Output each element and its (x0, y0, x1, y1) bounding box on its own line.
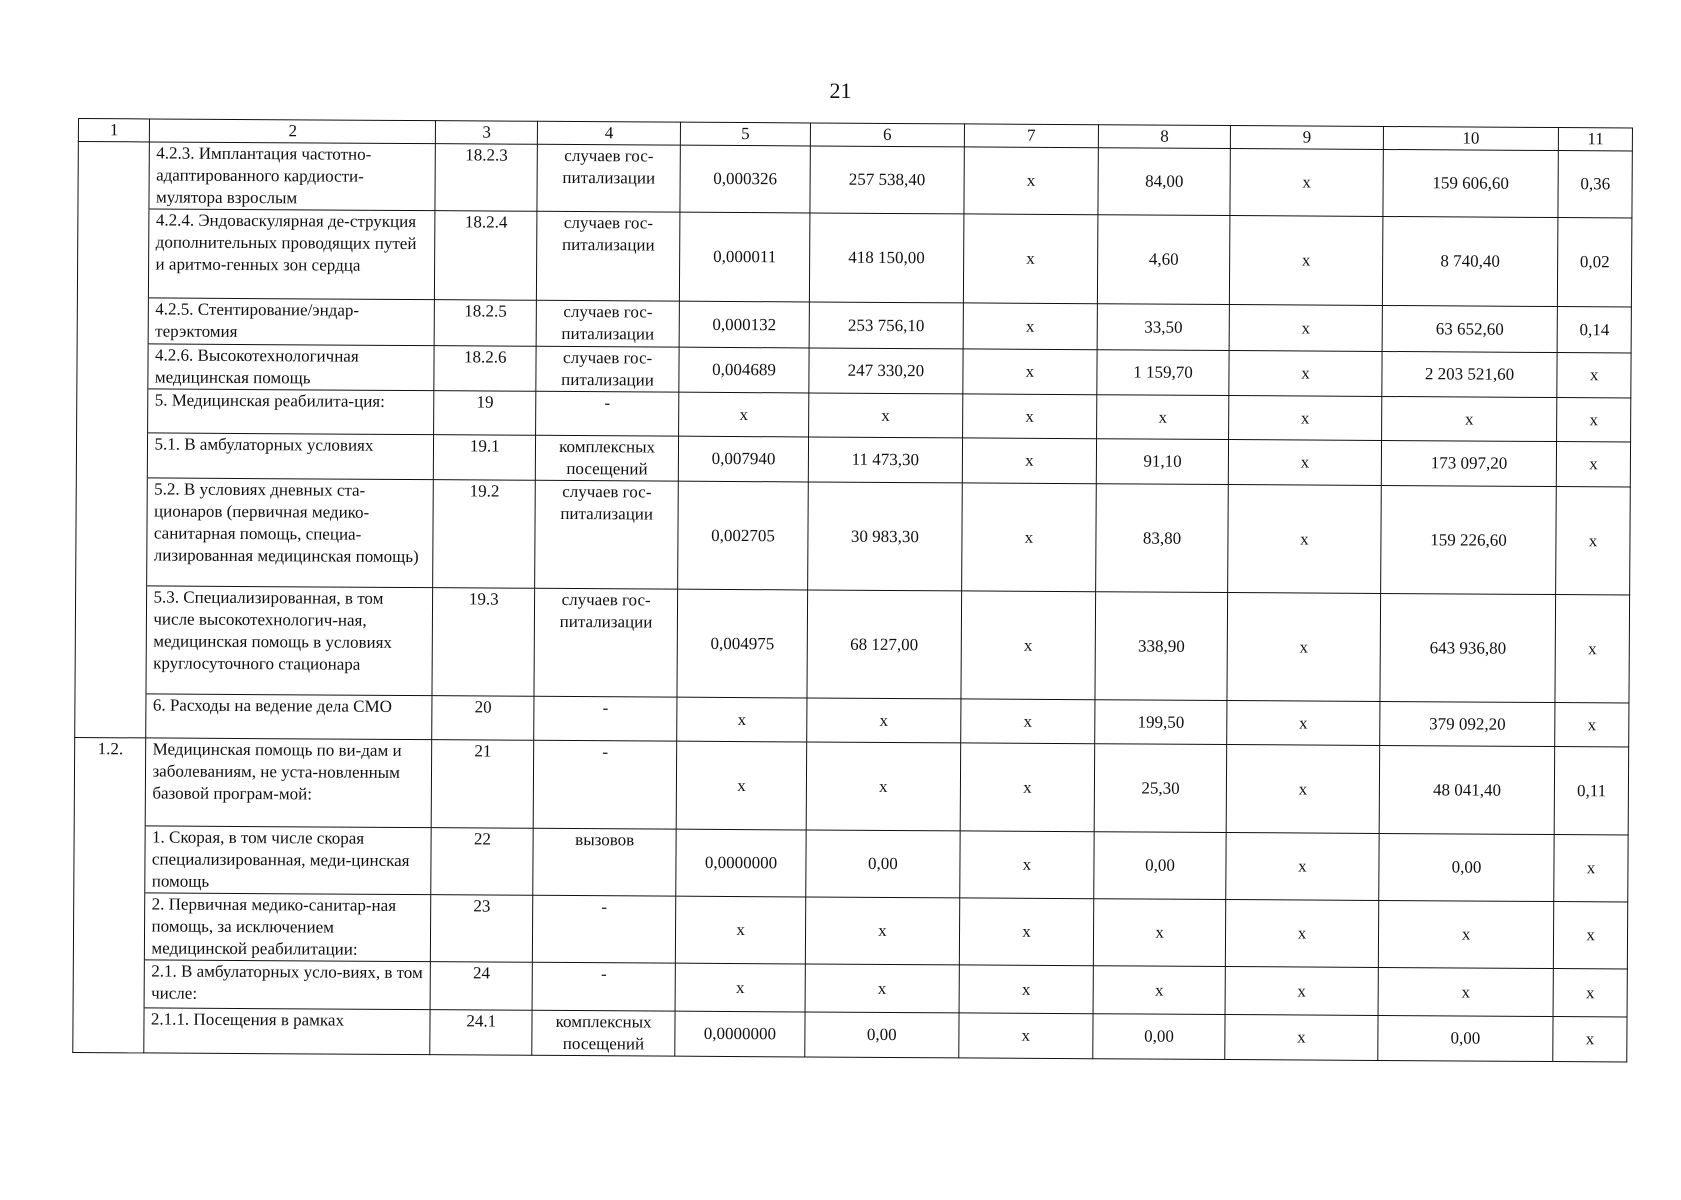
table-cell-col2: 5.2. В условиях дневных ста-ционаров (первичная медико-санитарная помощь, специа-лизированная медицинская помощь) (147, 478, 434, 588)
table-cell-col6: 68 127,00 (807, 590, 961, 699)
table-cell-col9: х (1227, 701, 1380, 746)
table-cell-col4: - (532, 895, 675, 963)
table-cell-col7: х (964, 147, 1099, 215)
table-cell-col7: х (959, 1013, 1094, 1059)
table-cell-col1 (75, 585, 147, 693)
table-cell-col10: 173 097,20 (1381, 440, 1557, 486)
table-cell-col3: 22 (431, 828, 533, 896)
table-cell-col5: 0,000011 (679, 212, 809, 302)
table-cell-col1 (77, 388, 149, 432)
table-cell-col9: х (1230, 149, 1383, 217)
table-cell-col5: 0,007940 (678, 436, 808, 482)
table-cell-col2: 4.2.6. Высокотехнологичная медицинская помощь (148, 344, 434, 391)
table-cell-col11: х (1555, 703, 1629, 747)
table-cell-col5: 0,0000000 (675, 1011, 805, 1057)
table-cell-col2: Медицинская помощь по ви-дам и заболеваниям, не уста-новленным базовой програм-мой: (146, 738, 432, 828)
table-cell-col10: 48 041,40 (1379, 745, 1555, 834)
table-cell-col11: х (1557, 398, 1631, 442)
table-cell-col8: 25,30 (1094, 744, 1227, 833)
table-cell-col2: 4.2.5. Стентирование/эндар-терэктомия (149, 298, 435, 346)
table-row (77, 209, 1632, 307)
table-cell-col5: 0,000132 (679, 301, 809, 348)
table-cell-col8: 0,00 (1094, 832, 1227, 900)
table-cell-col4: комплексных посещений (535, 435, 678, 481)
table-cell-col1 (73, 959, 145, 1007)
table-cell-col9: х (1229, 351, 1382, 397)
table-cell-col3: 19.1 (434, 435, 536, 481)
table-cell-col2: 5.1. В амбулаторных условиях (148, 433, 434, 480)
table-cell-col4: вызовов (533, 828, 676, 896)
table-cell-col9: х (1225, 1015, 1378, 1061)
table-cell-col1 (74, 825, 146, 892)
table-cell-col11: 0,11 (1554, 747, 1628, 835)
table-cell-col6: х (809, 393, 963, 438)
table-cell-col11: х (1553, 1017, 1627, 1062)
table-cell-col5: 0,002705 (678, 481, 809, 590)
table-cell-col5: 0,004975 (677, 589, 808, 698)
table-cell-col9: х (1228, 440, 1381, 486)
table-cell-col6: 257 538,40 (810, 146, 964, 214)
table-cell-col8: х (1093, 899, 1226, 967)
table-cell-col1: 1.2. (74, 737, 146, 825)
page-number: 21 (829, 78, 852, 103)
table-cell-col9: х (1229, 396, 1382, 441)
table-cell-col4: комплексных посещений (532, 1010, 675, 1056)
table-cell-col11: х (1557, 353, 1631, 398)
header-cell: 9 (1231, 126, 1384, 150)
table-cell-col5: х (679, 392, 809, 437)
table-cell-col4: - (536, 391, 679, 436)
header-cell: 1 (78, 119, 150, 142)
table-cell-col11: х (1555, 595, 1629, 703)
table-cell-col5: 0,004689 (679, 347, 809, 393)
table-cell-col3: 19 (434, 391, 536, 436)
table-cell-col2: 1. Скорая, в том числе скорая специализированная, меди-цинская помощь (145, 826, 431, 895)
table-row (74, 737, 1629, 834)
table-cell-col7: х (959, 965, 1094, 1014)
table-cell-col8: 4,60 (1097, 215, 1230, 305)
header-cell: 2 (150, 119, 436, 144)
header-cell: 8 (1098, 125, 1230, 149)
table-cell-col11: х (1553, 969, 1627, 1017)
table-cell-col11: 0,02 (1558, 218, 1632, 307)
table-cell-col2: 4.2.3. Имплантация частотно-адаптированного кардиости-мулятора взрослым (149, 142, 435, 211)
table-cell-col3: 19.2 (433, 480, 535, 589)
table-cell-col7: х (960, 831, 1095, 899)
table-cell-col10: 379 092,20 (1380, 701, 1556, 746)
header-cell: 5 (680, 122, 810, 146)
table-cell-col3: 21 (432, 740, 534, 829)
data-table (72, 118, 1633, 1062)
table-cell-col10: 2 203 521,60 (1382, 351, 1558, 397)
table-cell-col9: х (1226, 900, 1379, 968)
table-cell-col6: 247 330,20 (809, 348, 963, 394)
table-cell-col11: х (1554, 835, 1628, 902)
table-row (76, 477, 1631, 594)
table-cell-col9: х (1226, 833, 1379, 901)
table-cell-col11: 0,14 (1557, 307, 1631, 353)
table-cell-col7: х (960, 699, 1095, 744)
table-cell-col6: х (805, 964, 959, 1013)
table-cell-col5: х (675, 896, 805, 964)
table-cell-col8: 84,00 (1098, 148, 1231, 216)
table-cell-col11: х (1554, 902, 1628, 969)
table-cell-col1 (77, 343, 149, 388)
table-row (73, 892, 1627, 968)
table-cell-col6: 0,00 (806, 830, 960, 898)
table-cell-col7: х (960, 743, 1095, 832)
table-cell-col11: 0,36 (1558, 151, 1632, 218)
table-cell-col6: х (805, 897, 959, 965)
table-cell-col4: случаев гос-питализации (537, 211, 680, 301)
table-row (73, 1007, 1627, 1061)
table-cell-col1 (77, 209, 149, 298)
table-cell-col7: х (963, 303, 1098, 350)
table-cell-col3: 24 (430, 962, 532, 1011)
table-cell-col4: случаев гос-питализации (536, 346, 679, 392)
table-cell-col9: х (1226, 745, 1379, 834)
table-cell-col10: 159 226,60 (1380, 485, 1556, 594)
table-cell-col6: 0,00 (805, 1012, 959, 1058)
table-cell-col5: 0,0000000 (676, 829, 806, 897)
table-cell-col9: х (1230, 216, 1383, 306)
table-body (73, 119, 1633, 1062)
table-cell-col8: 83,80 (1096, 484, 1229, 593)
table-cell-col8: х (1097, 395, 1229, 440)
table-cell-col4: - (534, 696, 677, 741)
table-cell-col6: 11 473,30 (808, 437, 962, 483)
table-cell-col1 (78, 142, 150, 209)
table-cell-col6: х (806, 742, 960, 831)
table-cell-col10: 0,00 (1379, 833, 1555, 901)
table-cell-col8: 91,10 (1096, 439, 1228, 485)
table-cell-col8: 1 159,70 (1097, 350, 1229, 396)
table-cell-col9: х (1227, 593, 1380, 702)
table-cell-col2: 5.3. Специализированная, в том числе высокотехнологич-ная, медицинская помощь в условиях круглосуточного стационара (146, 586, 433, 696)
table-container (72, 118, 1633, 1062)
table-cell-col5: 0,000326 (680, 145, 810, 213)
table-row (74, 825, 1628, 901)
table-cell-col3: 23 (431, 895, 533, 963)
table-cell-col7: х (959, 898, 1094, 966)
table-cell-col9: х (1228, 485, 1381, 594)
header-cell: 6 (810, 123, 964, 147)
table-cell-col8: 33,50 (1097, 304, 1229, 351)
header-cell: 3 (436, 121, 538, 145)
table-cell-col7: х (961, 591, 1096, 700)
table-cell-col10: 0,00 (1378, 1015, 1554, 1061)
table-row (78, 142, 1632, 218)
table-cell-col3: 19.3 (432, 588, 534, 697)
table-cell-col4: случаев гос-питализации (537, 144, 680, 212)
table-cell-col1 (76, 477, 148, 585)
table-cell-col4: случаев гос-питализации (534, 588, 678, 697)
table-row (75, 585, 1630, 702)
table-cell-col1 (73, 1007, 145, 1052)
table-cell-col3: 18.2.4 (435, 211, 537, 301)
table-cell-col3: 18.2.3 (435, 144, 537, 212)
table-cell-col4: случаев гос-питализации (535, 480, 679, 589)
table-cell-col10: 159 606,60 (1383, 149, 1559, 217)
table-cell-col11: х (1556, 487, 1630, 595)
table-cell-col1 (76, 432, 148, 477)
table-cell-col10: х (1378, 967, 1554, 1016)
table-cell-col1 (77, 297, 149, 343)
table-cell-col3: 20 (432, 696, 534, 741)
table-cell-col3: 24.1 (430, 1010, 532, 1056)
table-cell-col6: 418 150,00 (809, 213, 963, 303)
table-cell-col2: 2.1. В амбулаторных усло-виях, в том числе: (145, 960, 431, 1010)
table-cell-col4: - (532, 962, 675, 1011)
table-cell-col9: х (1225, 967, 1378, 1016)
table-cell-col1 (75, 693, 147, 737)
table-cell-col5: х (676, 741, 806, 830)
table-cell-col8: 0,00 (1093, 1014, 1225, 1060)
table-cell-col9: х (1229, 305, 1382, 352)
table-cell-col10: х (1381, 396, 1557, 441)
table-cell-col6: 253 756,10 (809, 302, 963, 349)
table-cell-col2: 6. Расходы на ведение дела СМО (146, 694, 432, 740)
table-cell-col4: случаев гос-питализации (536, 300, 679, 347)
header-cell: 4 (537, 121, 680, 145)
table-cell-col8: х (1093, 966, 1225, 1015)
table-cell-col1 (73, 892, 145, 959)
table-cell-col5: х (675, 963, 805, 1012)
table-cell-col5: х (677, 697, 807, 742)
table-cell-col7: х (962, 438, 1097, 484)
header-cell: 11 (1559, 128, 1633, 151)
table-cell-col2: 4.2.4. Эндоваскулярная де-струкция дополнительных проводящих путей и аритмо-генных зон сердца (149, 209, 435, 300)
table-cell-col7: х (963, 214, 1098, 304)
table-cell-col6: 30 983,30 (808, 482, 962, 591)
table-cell-col7: х (962, 394, 1097, 439)
table-cell-col2: 5. Медицинская реабилита-ция: (148, 389, 434, 435)
table-cell-col10: х (1378, 900, 1554, 968)
table-cell-col4: - (533, 740, 676, 829)
table-cell-col6: х (807, 698, 961, 743)
table-cell-col10: 63 652,60 (1382, 305, 1558, 352)
table-cell-col8: 199,50 (1095, 700, 1227, 745)
table-cell-col10: 643 936,80 (1380, 593, 1556, 702)
table-cell-col2: 2.1.1. Посещения в рамках (144, 1008, 430, 1055)
table-cell-col3: 18.2.5 (434, 300, 536, 347)
table-cell-col8: 338,90 (1095, 592, 1228, 701)
header-cell: 7 (964, 124, 1098, 148)
header-cell: 10 (1383, 126, 1559, 150)
table-cell-col11: х (1557, 442, 1631, 487)
table-cell-col3: 18.2.6 (434, 346, 536, 392)
table-cell-col7: х (961, 483, 1096, 592)
table-cell-col2: 2. Первичная медико-санитар-ная помощь, за исключением медицинской реабилитации: (145, 893, 431, 962)
table-cell-col7: х (963, 349, 1098, 395)
table-cell-col10: 8 740,40 (1382, 216, 1558, 306)
